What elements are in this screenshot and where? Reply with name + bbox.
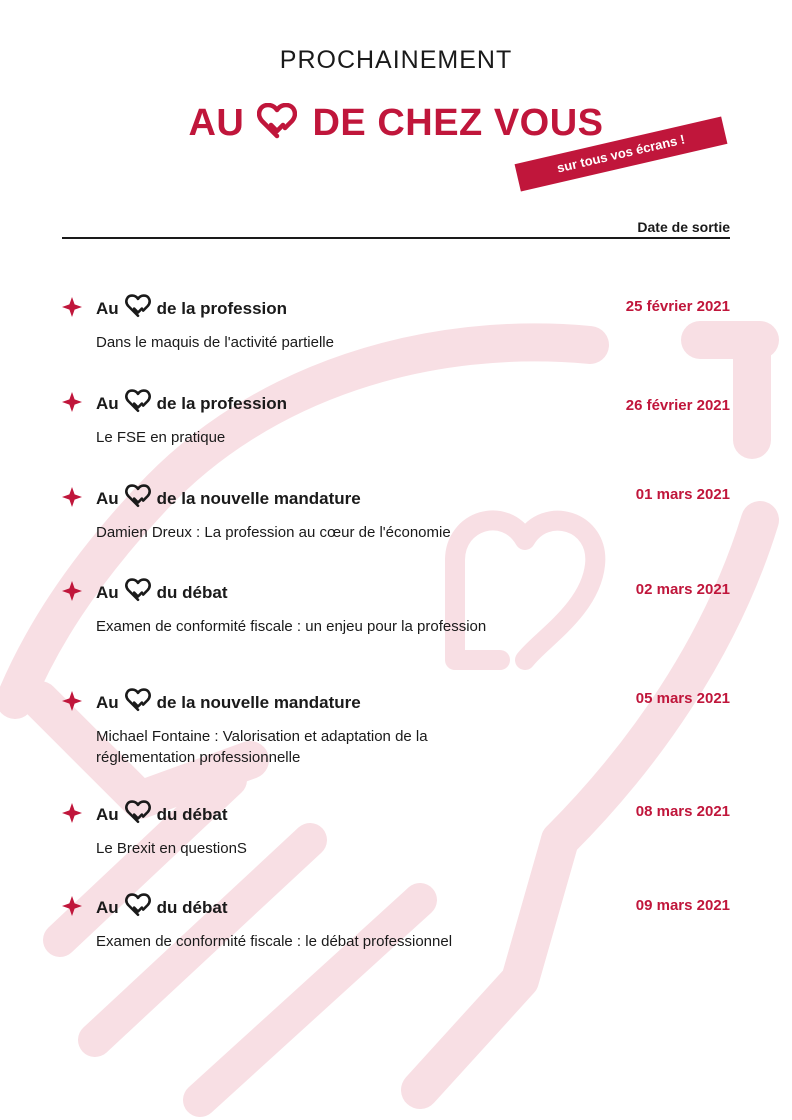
star-bullet-icon <box>62 297 82 317</box>
entry-subtitle: Michael Fontaine : Valorisation et adaptation de la réglementation professionnelle <box>96 728 428 766</box>
heart-icon <box>125 578 151 607</box>
entry-title <box>96 893 228 922</box>
entry-title-prefix: Au <box>96 804 119 824</box>
header-divider <box>62 237 730 239</box>
entry-title-suffix: de la nouvelle mandature <box>156 692 361 712</box>
entry-release-date: 25 février 2021 <box>625 298 730 315</box>
entry-title-suffix: de la profession <box>156 298 288 318</box>
entry-title <box>96 688 361 717</box>
kicker-title: PROCHAINEMENT <box>279 46 513 74</box>
entry-title-prefix: Au <box>96 692 119 712</box>
entry-title <box>96 389 287 418</box>
entry-title-prefix: Au <box>96 582 119 602</box>
entry-title <box>96 578 228 607</box>
star-bullet-icon <box>62 691 82 711</box>
entry-release-date: 08 mars 2021 <box>635 803 730 820</box>
entry-title-suffix: du débat <box>156 897 228 917</box>
entry-title <box>96 484 361 513</box>
entry-title-suffix: de la profession <box>156 393 288 413</box>
heart-icon <box>125 688 151 717</box>
headline-left: AU <box>188 102 245 144</box>
entry-release-date: 01 mars 2021 <box>635 486 730 503</box>
column-header-date: Date de sortie <box>637 219 730 235</box>
star-bullet-icon <box>62 392 82 412</box>
star-bullet-icon <box>62 487 82 507</box>
entry-release-date: 09 mars 2021 <box>635 897 730 914</box>
star-bullet-icon <box>62 896 82 916</box>
entry-subtitle: Dans le maquis de l'activité partielle <box>96 334 334 351</box>
star-bullet-icon <box>62 803 82 823</box>
entry-release-date: 05 mars 2021 <box>635 690 730 707</box>
heart-icon <box>125 800 151 829</box>
entry-title-prefix: Au <box>96 393 119 413</box>
entry-title-suffix: de la nouvelle mandature <box>156 488 361 508</box>
entry-title-suffix: du débat <box>156 582 228 602</box>
entry-release-date: 02 mars 2021 <box>635 581 730 598</box>
entry-subtitle: Damien Dreux : La profession au cœur de l'économie <box>96 524 451 541</box>
heart-icon <box>257 103 297 149</box>
star-bullet-icon <box>62 581 82 601</box>
entry-subtitle: Le Brexit en questionS <box>96 840 247 857</box>
heart-icon <box>125 893 151 922</box>
entry-subtitle: Examen de conformité fiscale : le débat professionnel <box>96 933 453 950</box>
heart-icon <box>125 484 151 513</box>
entry-title <box>96 294 287 323</box>
entry-title-prefix: Au <box>96 897 119 917</box>
entry-subtitle: Examen de conformité fiscale : un enjeu pour la profession <box>96 618 487 635</box>
entry-title-prefix: Au <box>96 298 119 318</box>
entry-release-date: 26 février 2021 <box>625 397 730 414</box>
entry-title <box>96 800 228 829</box>
heart-icon <box>125 389 151 418</box>
headline-right: DE CHEZ VOUS <box>312 102 604 144</box>
entry-title-prefix: Au <box>96 488 119 508</box>
badge-tag: sur tous vos écrans ! <box>515 117 728 192</box>
entry-title-suffix: du débat <box>156 804 228 824</box>
entry-subtitle: Le FSE en pratique <box>96 429 226 446</box>
heart-icon <box>125 294 151 323</box>
